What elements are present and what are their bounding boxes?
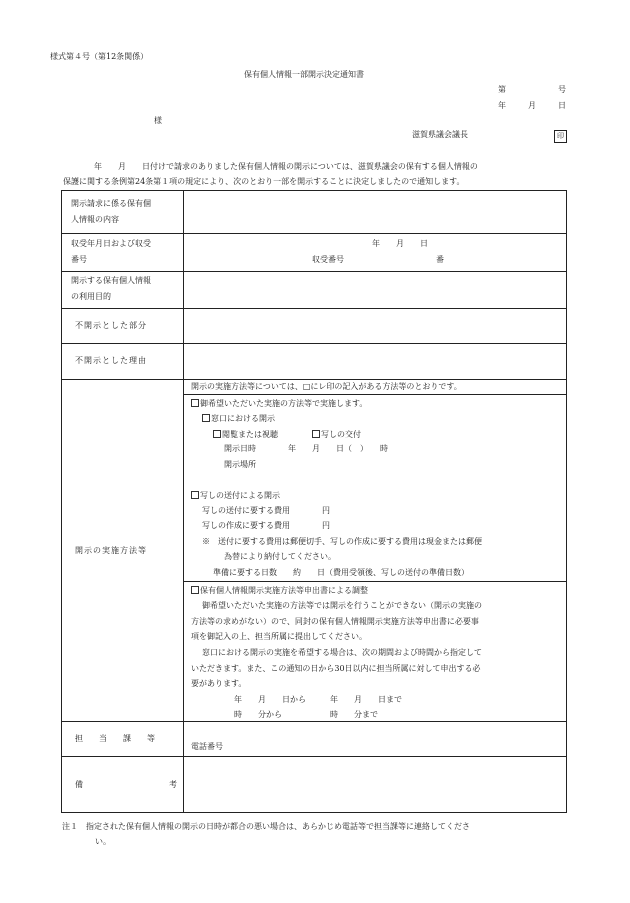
r1-label-2: 人情報の内容 [71, 215, 119, 224]
b1-title-row: 御希望いただいた実施の方法等で実施します。 [191, 399, 367, 408]
b1-mail-row: 写しの送付による開示 [191, 491, 280, 500]
window-checkbox[interactable] [202, 414, 210, 422]
r7-label: 担 当 課 等 [75, 734, 155, 743]
b1-mail-fee: 写しの送付に要する費用 円 [202, 506, 330, 515]
b2-period-2: 時 分から 時 分まで [234, 710, 378, 719]
copy-checkbox[interactable] [312, 430, 320, 438]
b1-place: 開示場所 [224, 460, 256, 469]
r2-label-1: 収受年月日および収受 [71, 239, 151, 248]
date-month: 月 [528, 101, 536, 110]
b1-note-1: ※ 送付に要する費用は郵便切手、写しの作成に要する費用は現金または郵便 [202, 537, 482, 546]
doc-number-suffix: 号 [558, 85, 566, 94]
note-line-1: 注１ 指定された保有個人情報の開示の日時が都合の悪い場合は、あらかじめ電話等で担当課等に連絡してくださ [62, 822, 470, 831]
page-title: 保有個人情報一部開示決定通知書 [244, 70, 364, 79]
b1-window-row: 窓口における開示 [202, 414, 275, 423]
r2-label-2: 番号 [71, 255, 87, 264]
decision-table [61, 190, 567, 813]
b2-title-row: 保有個人情報開示実施方法等申出書による調整 [191, 586, 368, 595]
r5-label: 不開示とした理由 [75, 356, 147, 365]
b1-view-row: 閲覧または視聴 [213, 430, 278, 439]
r2-date: 年 月 日 [372, 239, 428, 248]
b2-checkbox[interactable] [191, 586, 199, 594]
intro-line-1: 年 月 日付けで請求のありました保有個人情報の開示については、滋賀県議会の保有する個人情報の [94, 162, 478, 171]
r2-recv-suffix: 番 [436, 255, 444, 264]
r8-label-a: 備 [75, 780, 83, 789]
r2-recv-label: 収受番号 [312, 255, 344, 264]
r7-phone: 電話番号 [191, 742, 223, 751]
r3-label-2: の利用目的 [71, 292, 111, 301]
r1-label-1: 開示請求に係る保有個 [71, 199, 151, 208]
b1-note-2: 為替により納付してください。 [224, 552, 336, 561]
r6-label: 開示の実施方法等 [75, 546, 147, 555]
b2-p5: いただきます。また、この通知の日から30日以内に担当所属に対して申出する必 [191, 664, 481, 673]
recipient-suffix: 様 [154, 116, 162, 125]
r3-label-1: 開示する保有個人情報 [71, 276, 151, 285]
date-day: 日 [558, 101, 566, 110]
note-line-2: い。 [95, 837, 111, 846]
issuer: 滋賀県議会議長 [412, 130, 468, 139]
b2-p4: 窓口における開示の実施を希望する場合は、次の期間および時間から指定して [202, 648, 482, 657]
r6-intro: 開示の実施方法等については、□にレ印の記入がある方法等のとおりです。 [191, 382, 462, 391]
form-number: 様式第４号（第12条関係） [50, 52, 149, 61]
b2-p2: 方法等の求めがない）ので、同封の保有個人情報開示実施方法等申出書に必要事 [191, 617, 479, 626]
doc-number-prefix: 第 [498, 85, 506, 94]
date-year: 年 [498, 101, 506, 110]
b1-checkbox[interactable] [191, 399, 199, 407]
b2-period-1: 年 月 日から 年 月 日まで [234, 695, 402, 704]
seal-stamp: 印 [554, 130, 567, 143]
b1-copy-row: 写しの交付 [312, 430, 361, 439]
r4-label: 不開示とした部分 [75, 321, 147, 330]
intro-line-2: 保護に関する条例第24条第１項の規定により、次のとおり一部を開示することに決定しましたので通知します。 [63, 177, 465, 186]
b2-p6: 要があります。 [191, 679, 247, 688]
b1-copy-fee: 写しの作成に要する費用 円 [202, 521, 330, 530]
mail-checkbox[interactable] [191, 491, 199, 499]
r8-label-b: 考 [169, 780, 177, 789]
b2-p3: 項を御記入の上、担当所属に提出してください。 [191, 632, 367, 641]
b1-datetime: 開示日時 年 月 日（ ） 時 [224, 444, 388, 453]
view-checkbox[interactable] [213, 430, 221, 438]
b1-prep: 準備に要する日数 約 日（費用受領後、写しの送付の準備日数） [213, 568, 469, 577]
b2-p1: 御希望いただいた実施の方法等では開示を行うことができない（開示の実施の [202, 601, 482, 610]
